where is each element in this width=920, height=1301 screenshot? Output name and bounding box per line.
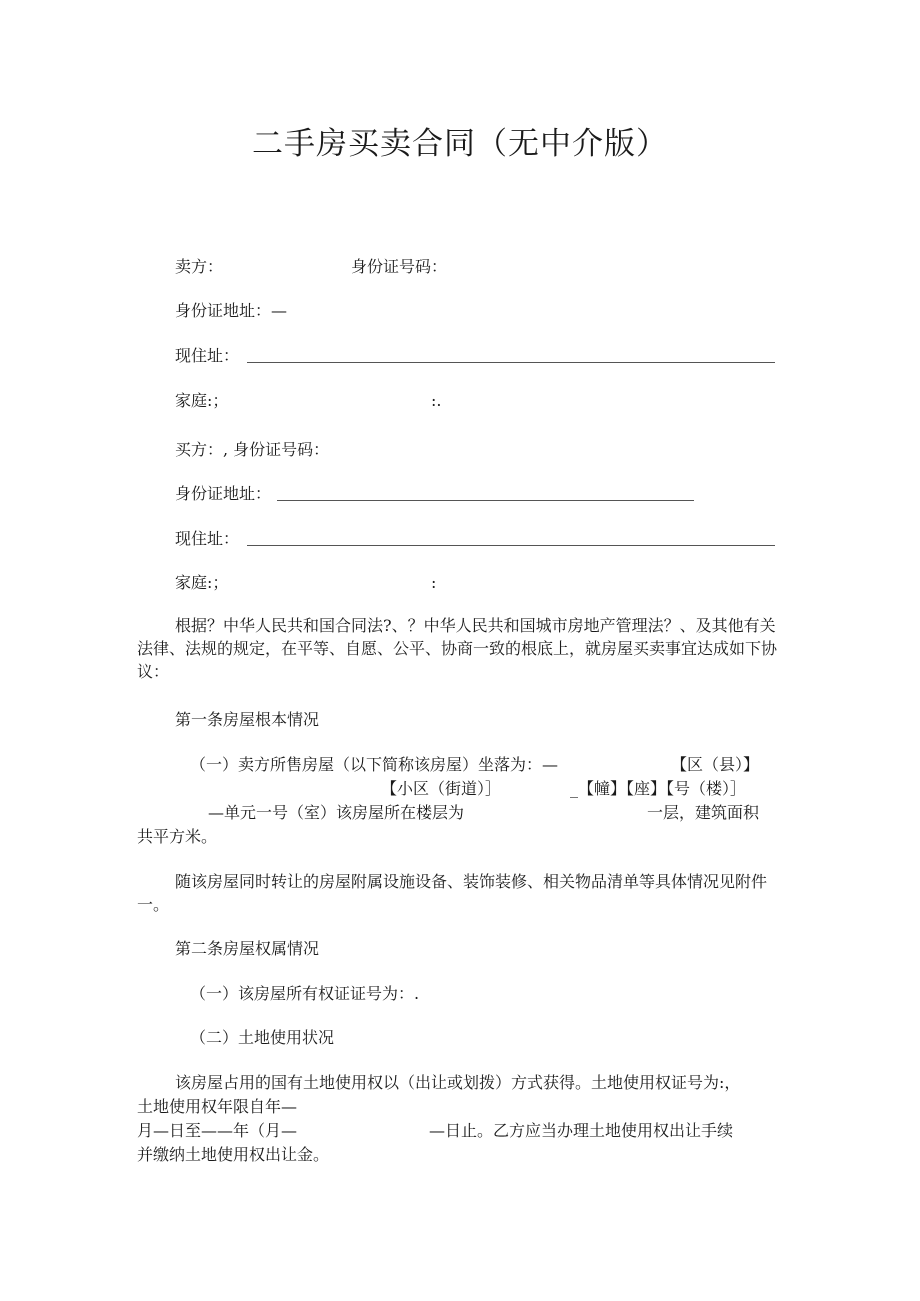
buyer-family-tail: : bbox=[431, 573, 437, 592]
seller-address-label: 现住址： bbox=[175, 346, 240, 365]
article2-item2: （二）土地使用状况 bbox=[190, 1028, 335, 1047]
buyer-address-label: 现住址： bbox=[175, 529, 240, 548]
buyer-id-address-label: 身份证地址： bbox=[175, 484, 272, 503]
article1-item1-start: （一）卖方所售房屋（以下简称该房屋）坐落为：— bbox=[190, 755, 559, 774]
seller-family-label: 家庭:； bbox=[175, 391, 229, 410]
article2-land-line3a: 月—日至——年（月— bbox=[137, 1121, 298, 1140]
buyer-address-line bbox=[247, 545, 775, 546]
article2-land-line4: 并缴纳土地使用权出让金。 bbox=[137, 1145, 330, 1164]
document-title: 二手房买卖合同（无中介版） bbox=[252, 126, 668, 162]
article2-land-line2: 土地使用权年限自年— bbox=[137, 1097, 298, 1116]
article1-item1-floor: 一层，建筑面积 bbox=[647, 803, 760, 822]
article2-item1: （一）该房屋所有权证证号为：. bbox=[190, 984, 420, 1003]
buyer-id-address-line bbox=[277, 500, 694, 501]
article1-heading: 第一条房屋根本情况 bbox=[175, 710, 320, 729]
buyer-family-label: 家庭:； bbox=[175, 573, 229, 592]
article1-item1-building: _【幢】【座】【号（楼）］ bbox=[570, 779, 747, 798]
seller-family-tail: :. bbox=[431, 391, 442, 410]
article1-attached-paragraph: 随该房屋同时转让的房屋附属设施设备、装饰装修、相关物品清单等具体情况见附件一。 bbox=[137, 872, 768, 914]
article2-heading: 第二条房屋权属情况 bbox=[175, 939, 320, 958]
seller-label: 卖方： bbox=[175, 257, 224, 276]
article1-item1-community: 【小区（街道）］ bbox=[381, 779, 502, 798]
preamble-paragraph: 根据？中华人民共和国合同法?、？中华人民共和国城市房地产管理法？、及其他有关法律、法规的规定，在平等、自愿、公平、协商一致的根底上，就房屋买卖事宜达成如下协议： bbox=[137, 616, 778, 681]
seller-address-line bbox=[247, 362, 775, 363]
article2-land-line1: 该房屋占用的国有土地使用权以（出让或划拨）方式获得。土地使用权证号为:， bbox=[175, 1073, 741, 1092]
article2-land-line3b: —日止。乙方应当办理土地使用权出让手续 bbox=[429, 1121, 734, 1140]
article1-item1-unit: —单元一号（室）该房屋所在楼层为 bbox=[208, 803, 465, 822]
seller-id-label: 身份证号码： bbox=[351, 257, 448, 276]
article1-item1-district: 【区（县）】 bbox=[671, 755, 760, 774]
article1-item1-area: 共平方米。 bbox=[137, 827, 218, 846]
buyer-label: 买方：, 身份证号码： bbox=[175, 440, 330, 459]
seller-id-address-label: 身份证地址：— bbox=[175, 301, 288, 320]
